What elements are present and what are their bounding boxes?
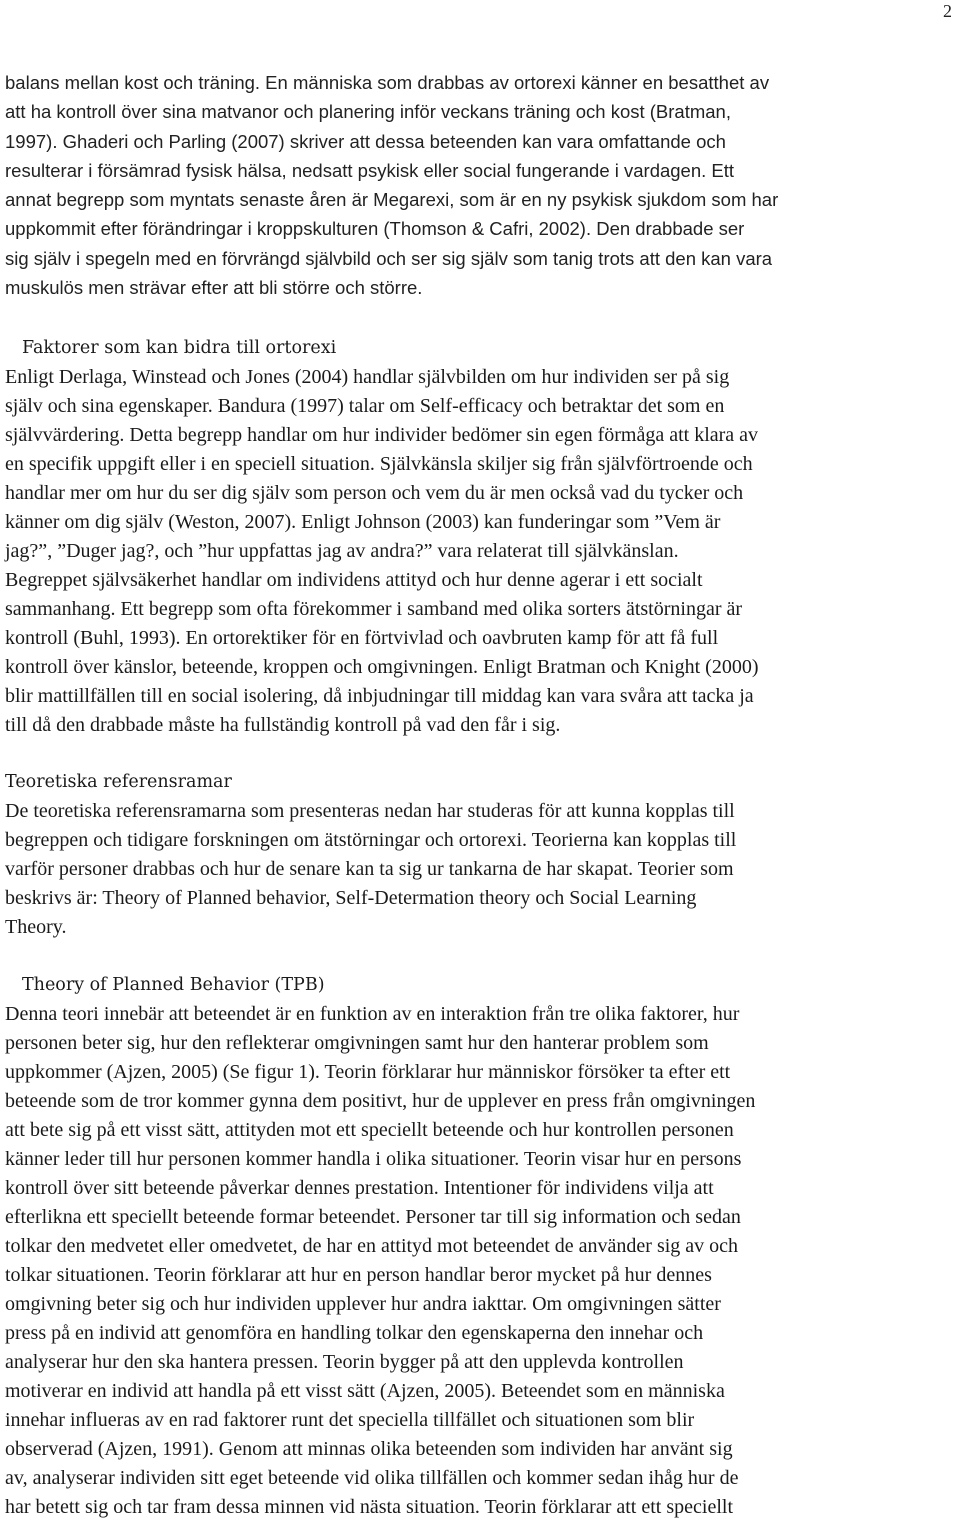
page-number: 2 bbox=[943, 1, 952, 21]
section-heading-tpb: Theory of Planned Behavior (TPB) bbox=[22, 975, 325, 995]
section-body-tpb: Denna teori innebär att beteendet är en funktion av en interaktion från tre olika faktorer, hur personen beter sig, hur den reflekterar omgivningen samt hur den hanterar problem som uppkommer (Ajzen, 2005) (Se figur 1). Teorin förklarar hur människor försöker ta efter ett beteende som de tror kommer gynna dem positivt, hur de upplever en press från omgivningen att bete sig på ett visst sätt, attityden mot ett speciellt beteende och hur kontrollen personen känner leder till hur personen kommer handla i olika situationer. Teorin visar hur en persons kontroll över sitt beteende påverkar dennes prestation. Intentioner för individens vilja att efterlikna ett speciellt beteende formar beteendet. Personer tar till sig information och sedan tolkar den medvetet eller omedvetet, de har en attityd mot beteendet de använder sig av och tolkar situationen. Teorin förklarar att hur en person handlar beror mycket på hur dennes omgivning beter sig och hur individen upplever hur andra iakttar. Om omgivningen sätter press på en individ att genomföra en handling tolkar den egenskaperna den innehar och analyserar hur den ska hantera pressen. Teorin bygger på att den upplevda kontrollen motiverar en individ att handla på ett visst sätt (Ajzen, 2005). Beteendet som en människa innehar influeras av en rad faktorer runt det speciella tillfället och situationen som blir observerad (Ajzen, 1991). Genom att minnas olika beteenden som individen har använt sig av, analyserar individen sitt eget beteende vid olika tillfällen och kommer sedan ihåg hur de har betett sig och tar fram dessa minnen vid nästa situation. Teorin förklarar att ett speciellt bbox=[5, 1003, 756, 1518]
section-body-teoretiska-referensramar: De teoretiska referensramarna som presenteras nedan har studeras för att kunna kopplas till begreppen och tidigare forskningen om ätstörningar och ortorexi. Teorierna kan kopplas till varför personer drabbas och hur de senare kan ta sig ur tankarna de har skapat. Teorier som beskrivs är: Theory of Planned behavior, Self-Determation theory och Social Learning Theory. bbox=[5, 800, 737, 938]
section-heading-teoretiska-referensramar: Teoretiska referensramar bbox=[5, 772, 232, 792]
section-body-faktorer: Enligt Derlaga, Winstead och Jones (2004) handlar självbilden om hur individen ser på sig själv och sina egenskaper. Bandura (1997) talar om Self-efficacy och betraktar det som en självvärdering. Detta begrepp handlar om hur individer bedömer sin egen förmåga att klara av en specifik uppgift eller i en speciell situation. Självkänsla skiljer sig från självförtroende och handlar mer om hur du ser dig själv som person och vem du är men också vad du tycker och känner om dig själv (Weston, 2007). Enligt Johnson (2003) kan funderingar som ”Vem är jag?”, ”Duger jag?, och ”hur uppfattas jag av andra?” vara relaterat till självkänslan. Begreppet självsäkerhet handlar om individens attityd och hur denne agerar i ett socialt sammanhang. Ett begrepp som ofta förekommer i samband med olika sorters ätstörningar är kontroll (Buhl, 1993). En ortorektiker för en förtvivlad och oavbruten kamp för att få full kontroll över känslor, beteende, kroppen och omgivningen. Enligt Bratman och Knight (2000) blir mattillfällen till en social isolering, då inbjudningar till middag kan vara svåra att tacka ja till då den drabbade måste ha fullständig kontroll på vad den får i sig. bbox=[5, 366, 759, 736]
intro-paragraph: balans mellan kost och träning. En människa som drabbas av ortorexi känner en besatthet av att ha kontroll över sina matvanor och planering inför veckans träning och kost (Bratman, 1997). Ghaderi och Parling (2007) skriver att dessa beteenden kan vara omfattande och resulterar i försämrad fysisk hälsa, nedsatt psykisk eller social fungerande i vardagen. Ett annat begrepp som myntats senaste åren är Megarexi, som är en ny psykisk sjukdom som har uppkommit efter förändringar i kroppskulturen (Thomson & Cafri, 2002). Den drabbade ser sig själv i spegeln med en förvrängd självbild och ser sig själv som tanig trots att den kan vara muskulös men strävar efter att bli större och större. bbox=[5, 72, 779, 299]
section-heading-faktorer: Faktorer som kan bidra till ortorexi bbox=[22, 338, 337, 358]
